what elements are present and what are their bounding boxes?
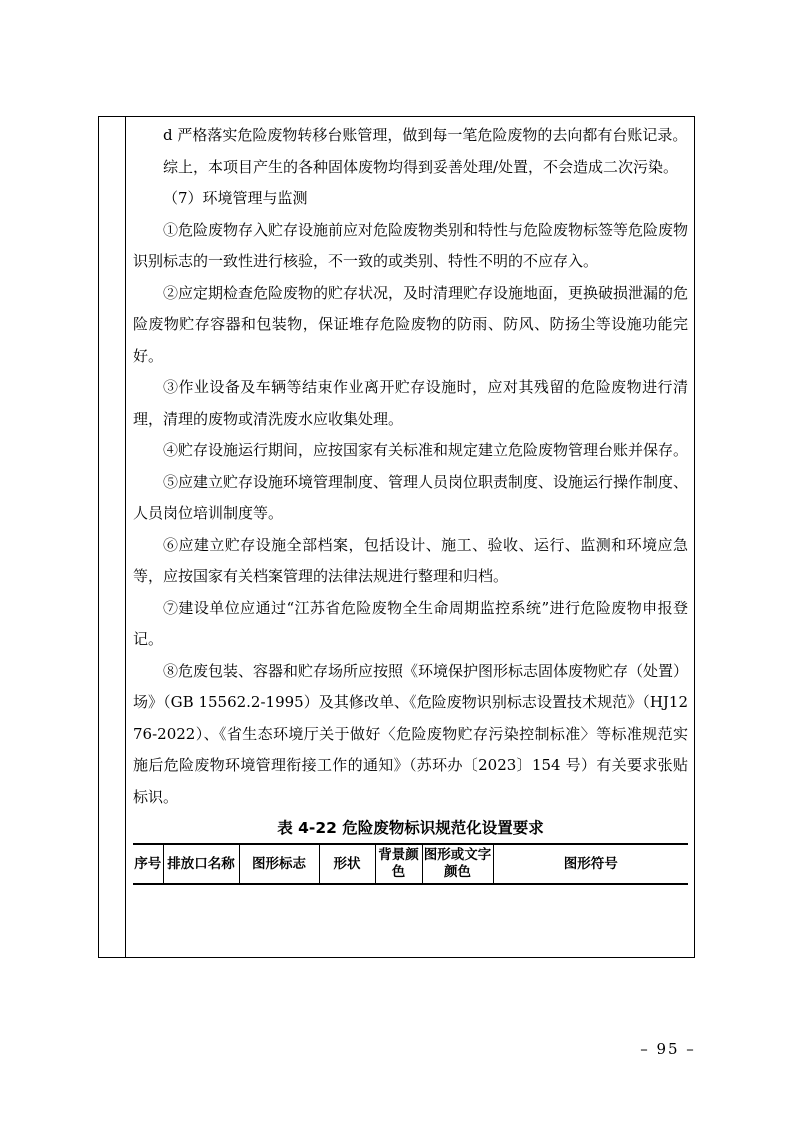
paragraph: ②应定期检查危险废物的贮存状况，及时清理贮存设施地面，更换破损泄漏的危险废物贮存容器和包装物，保证堆存危险废物的防雨、防风、防扬尘等设施功能完好。 (133, 283, 689, 365)
paragraph: ④贮存设施运行期间，应按国家有关标准和规定建立危险废物管理台账并保存。 (163, 441, 689, 459)
document-frame (98, 116, 695, 958)
table-header-cell: 背景颜色 (375, 844, 422, 884)
table-header-cell: 形状 (319, 844, 375, 884)
paragraph: ⑤应建立贮存设施环境管理制度、管理人员岗位职责制度、设施运行操作制度、人员岗位培训制度等。 (133, 472, 689, 522)
table-header-cell: 序号 (133, 844, 163, 884)
table-caption: 表 4-22 危险废物标识规范化设置要求 (277, 819, 544, 837)
paragraph: ①危险废物存入贮存设施前应对危险废物类别和特性与危险废物标签等危险废物识别标志的一致性进行核验，不一致的或类别、特性不明的不应存入。 (133, 220, 689, 270)
paragraph: d 严格落实危险废物转移台账管理，做到每一笔危险废物的去向都有台账记录。 (163, 126, 688, 144)
content-area (126, 117, 694, 957)
side-column (99, 117, 126, 957)
table-header-cell: 图形标志 (239, 844, 319, 884)
paragraph: ⑥应建立贮存设施全部档案，包括设计、施工、验收、运行、监测和环境应急等，应按国家有关档案管理的法律法规进行整理和归档。 (133, 535, 688, 585)
table-header-cell: 图形符号 (493, 844, 688, 884)
paragraph: 综上，本项目产生的各种固体废物均得到妥善处理/处置，不会造成二次污染。 (163, 157, 679, 176)
paragraph: ⑦建设单位应通过“江苏省危险废物全生命周期监控系统”进行危险废物申报登记。 (133, 598, 688, 648)
paragraph: ⑧危废包装、容器和贮存场所应按照《环境保护图形标志固体废物贮存（处置）场》（GB 15562.2-1995）及其修改单、《危险废物识别标志设置技术规范》（HJ1276-2022）、《省生态环境厅关于做好〈危险废物贮存污染控制标准〉等标准规范实施后危险废物环境管理衔接工作的通知》（苏环办〔2023〕154 号）有关要求张贴标识。 (133, 661, 689, 806)
page-number: – 95 – (640, 1040, 696, 1058)
table-header-cell: 图形或文字颜色 (422, 844, 493, 884)
paragraph: ③作业设备及车辆等结束作业离开贮存设施时，应对其残留的危险废物进行清理，清理的废物或清洗废水应收集处理。 (133, 378, 688, 428)
table-header-row (133, 844, 688, 884)
table-header-cell: 排放口名称 (163, 844, 239, 884)
paragraph: （7）环境管理与监测 (163, 189, 308, 207)
hazardous-waste-sign-table (133, 843, 688, 885)
